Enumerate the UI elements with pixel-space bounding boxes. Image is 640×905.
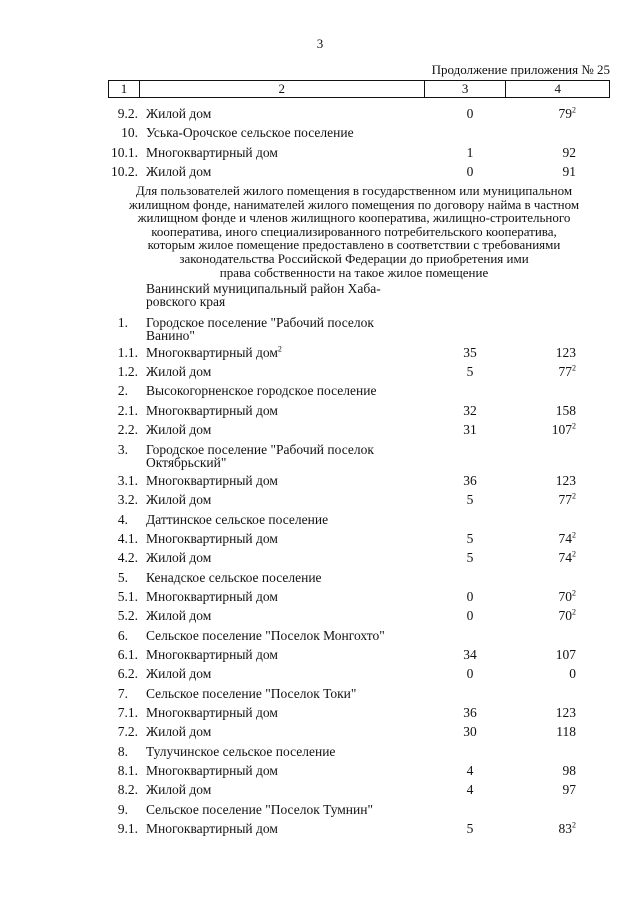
footnote-mark: 2 [572,607,576,617]
row-value-3: 0 [466,666,474,681]
district-line: Ванинский муниципальный район Хаба- [146,281,381,296]
row-number: 5.2. [117,608,138,623]
row-value-3: 30 [463,724,477,739]
section-row [0,510,640,529]
row-name: Городское поселение "Рабочий поселок [146,315,374,330]
table-row [0,471,640,490]
row-name: Жилой дом [146,782,212,797]
row-name: Многоквартирный дом [146,531,278,546]
footnote-mark: 2 [572,549,576,559]
appendix-note: Продолжение приложения № 25 [431,62,610,77]
row-name: Многоквартирный дом [146,821,278,836]
row-name: Жилой дом [146,492,212,507]
table-row [0,780,640,799]
paragraph-line: права собственности на такое жилое помещение [219,264,489,280]
row-name: Сельское поселение "Поселок Тумнин" [146,802,373,817]
row-value-4: $70^2$ [558,588,576,604]
row-number: 9. [117,802,128,817]
row-value-4: 118 [556,724,576,739]
row-number: 3.1. [117,473,138,488]
footnote-mark: 2 [572,820,576,830]
paragraph-line: которым жилое помещение предоставлено в соответствии с требованиями [147,237,561,253]
header-col-4: 4 [554,81,561,96]
row-number: 2.2. [117,422,138,437]
row-number: 6.1. [117,647,138,662]
paragraph-line: жилищном фонде, нанимателей жилого помещения по договору найма в частном [128,196,580,212]
row-value-4: $74^2$ [558,530,576,546]
row-name: Многоквартирный дом [146,763,278,778]
row-value-4: 97 [562,782,576,797]
row-name: Многоквартирный дом$^2$ [146,344,282,360]
row-name: Многоквартирный дом [146,705,278,720]
row-value-4: $107^2$ [551,421,576,437]
row-name: Многоквартирный дом [146,473,278,488]
footnote-mark: 2 [572,491,576,501]
table-row [0,606,640,625]
category-paragraph [88,184,620,279]
row-name: Жилой дом [146,422,212,437]
footnote-mark: 2 [572,421,576,431]
row-value-4: 158 [555,403,576,418]
row-value-3: 32 [463,403,477,418]
row-value-4: 91 [562,164,576,179]
footnote-mark: 2 [572,530,576,540]
row-value-3: 5 [466,364,474,379]
row-number: 5. [117,570,128,585]
table-row [0,420,640,439]
row-number: 7.1. [117,705,138,720]
row-name: Сельское поселение "Поселок Монгохто" [146,628,385,643]
paragraph-line: Для пользователей жилого помещения в государственном или муниципальном [135,183,573,198]
section-row [0,800,640,819]
row-value-4: 123 [555,473,576,488]
paragraph-line: законодательства Российской Федерации до приобретения ими [179,250,529,266]
row-name: Жилой дом [146,364,212,379]
page-number: 3 [316,36,324,51]
row-name-cont: Октябрьский" [146,455,227,470]
row-number: 4.1. [117,531,138,546]
row-number: 1. [117,315,128,330]
row-number: 7.2. [117,724,138,739]
row-value-3: 36 [463,473,477,488]
footnote-mark: 2 [572,588,576,598]
row-value-3: 5 [466,821,474,836]
row-value-3: 4 [466,763,474,778]
row-name: Жилой дом [146,724,212,739]
row-number: 5.1. [117,589,138,604]
table-row [0,548,640,567]
row-value-3: 36 [463,705,477,720]
row-value-3: 0 [466,106,474,121]
table-row [0,645,640,664]
header-col-3: 3 [425,81,507,97]
row-number: 6. [117,628,128,643]
table-row [0,143,640,162]
row-name: Даттинское сельское поселение [146,512,329,527]
row-value-4: 123 [555,345,576,360]
row-value-4: 123 [555,705,576,720]
row-name: Уська-Орочское сельское поселение [146,125,354,140]
row-number: 10.1. [111,145,138,160]
table-row [0,343,640,362]
row-name: Кенадское сельское поселение [146,570,322,585]
row-value-4: 98 [562,763,576,778]
row-value-3: 31 [463,422,477,437]
table-row [0,587,640,606]
row-value-4: $83^2$ [558,820,576,836]
row-number: 8. [117,744,128,759]
row-name: Многоквартирный дом [146,647,278,662]
row-name: Многоквартирный дом [146,145,278,160]
table-row [0,529,640,548]
row-number: 10. [121,125,138,140]
row-value-3: 0 [466,164,474,179]
footnote-mark: 2 [277,344,282,354]
table-row [0,761,640,780]
row-name: Тулучинское сельское поселение [146,744,336,759]
row-name: Сельское поселение "Поселок Токи" [146,686,357,701]
row-value-4: 107 [555,647,576,662]
footnote-mark: 2 [572,363,576,373]
row-value-4: $79^2$ [558,105,576,121]
row-name: Городское поселение "Рабочий поселок [146,442,374,457]
row-number: 1.2. [117,364,138,379]
row-number: 10.2. [111,164,138,179]
row-value-4: 0 [569,666,576,681]
table-row [0,664,640,683]
row-value-3: 35 [463,345,477,360]
row-number: 4. [117,512,128,527]
row-number: 6.2. [117,666,138,681]
row-number: 3.2. [117,492,138,507]
row-value-3: 4 [466,782,474,797]
row-number: 8.1. [117,763,138,778]
row-name: Жилой дом [146,666,212,681]
row-name: Многоквартирный дом [146,403,278,418]
table-row [0,362,640,381]
table-row [0,104,640,123]
row-number: 7. [117,686,128,701]
row-value-4: $77^2$ [558,491,576,507]
row-number: 1.1. [117,345,138,360]
row-name: Жилой дом [146,608,212,623]
row-number: 2.1. [117,403,138,418]
row-name: Высокогорненское городское поселение [146,383,377,398]
header-col-2: 2 [140,81,425,97]
section-row [0,626,640,645]
row-number: 9.1. [117,821,138,836]
row-name: Жилой дом [146,550,212,565]
row-value-3: 5 [466,492,474,507]
paragraph-line: кооператива, иного специализированного потребительского кооператива, [151,223,557,239]
table-row [0,123,640,142]
table-row [0,819,640,838]
table-row [0,490,640,509]
table-row [0,162,640,181]
row-number: 3. [117,442,128,457]
table-header [108,80,610,98]
section-row [0,684,640,703]
table-row [0,703,640,722]
district-line: ровского края [146,294,226,309]
row-name: Многоквартирный дом [146,589,278,604]
row-value-4: $77^2$ [558,363,576,379]
section-row [0,742,640,761]
row-value-3: 1 [466,145,474,160]
row-name: Жилой дом [146,164,212,179]
paragraph-line: жилищном фонде и членов жилищного кооператива, жилищно-строительного [137,210,571,226]
row-value-3: 0 [466,589,474,604]
row-value-4: 92 [562,145,576,160]
row-value-4: $74^2$ [558,549,576,565]
row-number: 2. [117,383,128,398]
section-row [0,568,640,587]
table-row [0,722,640,741]
row-value-3: 34 [463,647,477,662]
row-number: 4.2. [117,550,138,565]
footnote-mark: 2 [572,105,576,115]
table-row [0,401,640,420]
row-number: 9.2. [117,106,138,121]
row-number: 8.2. [117,782,138,797]
row-name-cont: Ванино" [146,328,195,343]
row-value-4: $70^2$ [558,607,576,623]
section-row [0,381,640,400]
row-value-3: 0 [466,608,474,623]
row-name: Жилой дом [146,106,212,121]
row-value-3: 5 [466,550,474,565]
header-col-1: 1 [109,81,140,97]
row-value-3: 5 [466,531,474,546]
